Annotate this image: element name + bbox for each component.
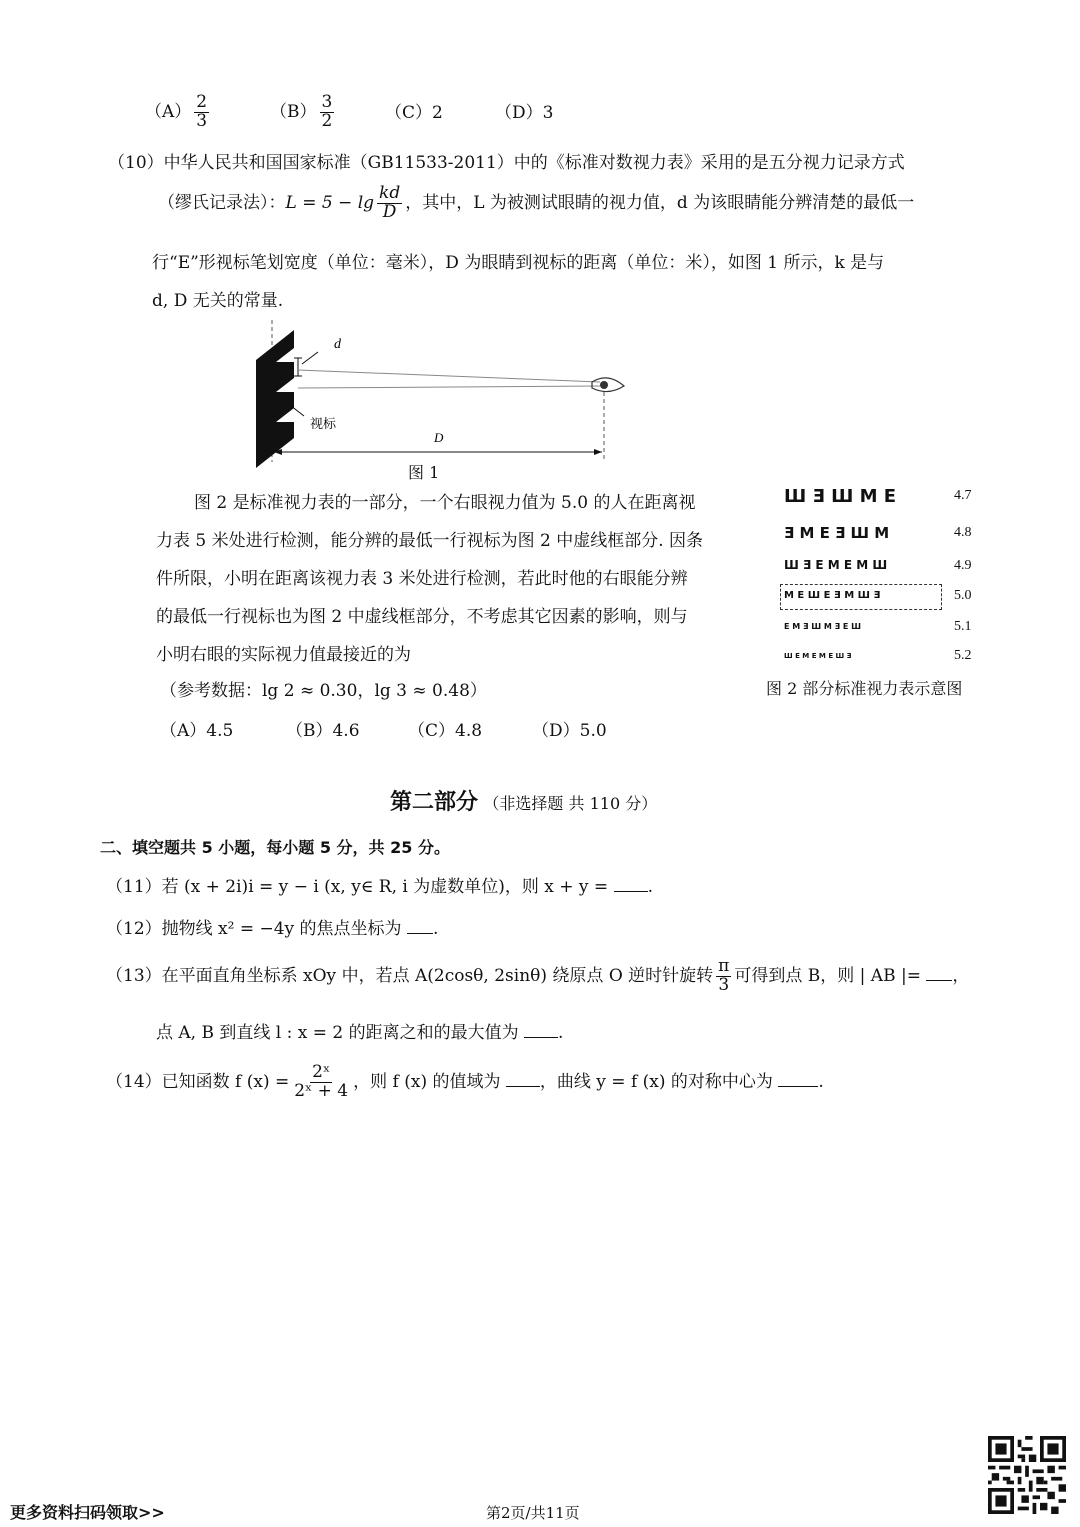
q11-end: .: [647, 877, 653, 897]
q13-line1-end: ，: [952, 965, 970, 986]
q10-formula-fraction: [377, 185, 402, 222]
q11-answer-blank[interactable]: [614, 877, 648, 892]
frac-num: π: [718, 956, 730, 976]
q9-b-fraction: [320, 94, 335, 131]
q13-line2-text: 点 A, B 到直线 l : x = 2 的距离之和的最大值为: [156, 1023, 519, 1043]
fig1-d-arrow: [302, 352, 318, 364]
q13-answer-blank-2[interactable]: [524, 1023, 558, 1038]
q10-line2: [158, 185, 914, 222]
q10-line4: d, D 无关的常量.: [152, 291, 284, 311]
q14-answer-blank-1[interactable]: [506, 1072, 540, 1087]
chart-row-letters: Ш E M E M E Ш Ǝ: [784, 652, 852, 660]
q10-line2-post: ，其中，L 为被测试眼睛的视力值，d 为该眼睛能分辨清楚的最低一: [405, 192, 915, 213]
chart-row-letters: Ǝ M E Ǝ Ш M: [784, 524, 890, 542]
figure-1: [240, 320, 640, 485]
q9-option-c: （C）2: [385, 103, 443, 123]
q10-line1: （10）中华人民共和国国家标准（GB11533-2011）中的《标准对数视力表》采用的是五分视力记录方式: [108, 153, 905, 173]
part2-title: 第二部分: [390, 790, 479, 815]
q9-option-a: [145, 94, 212, 131]
q10-reference: （参考数据：lg 2 ≈ 0.30，lg 3 ≈ 0.48）: [160, 681, 487, 701]
q14-end: .: [818, 1071, 824, 1092]
q12-end: .: [432, 919, 439, 939]
q14-fraction: [292, 1064, 350, 1101]
q14: [106, 1064, 824, 1101]
chart-row-letters: E M Ǝ Ш M Ǝ E Ш: [784, 622, 862, 631]
q10-formula-lhs: L = 5 − lg: [285, 192, 375, 213]
fig1-label-d: d: [334, 337, 341, 352]
section-heading: 二、填空题共 5 小题，每小题 5 分，共 25 分。: [100, 838, 450, 857]
fig1-label-target: 视标: [310, 417, 337, 432]
q14-mid2: ，曲线 y = f (x) 的对称中心为: [539, 1071, 773, 1092]
q13-line1-post: 可得到点 B，则 | AB |=: [734, 965, 921, 986]
q12: [106, 914, 438, 939]
chart-row-4-7: [784, 486, 1004, 506]
frac-num: kd: [379, 183, 401, 203]
chart-row-5-2: [784, 648, 1004, 672]
q13-line1: [106, 958, 969, 995]
q13-line2-end: .: [558, 1023, 564, 1043]
q14-answer-blank-2[interactable]: [778, 1072, 818, 1087]
q10-para-line: 力表 5 米处进行检测，能分辨的最低一行视标为图 2 中虚线框部分. 因条: [156, 531, 704, 551]
q9-option-d: （D）3: [495, 103, 554, 123]
q9-a-fraction: [194, 94, 209, 131]
frac-den: 2ˣ + 4: [294, 1080, 349, 1101]
q9-a-label: （A）: [145, 101, 192, 122]
q13-angle-fraction: [716, 958, 731, 995]
fig1-sight-line-top: [298, 370, 600, 382]
footer-page-number: 第2页/共11页: [486, 1504, 580, 1522]
q10-option-a: （A）4.5: [160, 721, 234, 741]
chart-row-letters: M E Ш E Ǝ M Ш Ǝ: [784, 590, 881, 601]
fig2-caption: 图 2 部分标准视力表示意图: [766, 679, 963, 698]
frac-num: 3: [321, 92, 333, 112]
part2-subtitle: （非选择题 共 110 分）: [483, 794, 658, 813]
q10-option-b: （B）4.6: [286, 721, 360, 741]
chart-row-5-0: [784, 590, 1004, 610]
chart-row-value: 5.2: [954, 648, 972, 663]
frac-den: 3: [196, 110, 208, 131]
frac-den: D: [382, 201, 397, 222]
frac-den: 3: [718, 974, 730, 995]
q10-para-line: 小明右眼的实际视力值最接近的为: [156, 645, 411, 665]
chart-row-value: 4.9: [954, 558, 972, 573]
chart-row-5-1: [784, 619, 1004, 642]
chart-row-value: 5.0: [954, 588, 972, 603]
q13-line2: [156, 1018, 563, 1043]
q10-line3: 行“E”形视标笔划宽度（单位：毫米），D 为眼睛到视标的距离（单位：米），如图 1 所示，k 是与: [152, 253, 885, 273]
q12-answer-blank[interactable]: [407, 919, 433, 934]
q10-line2-pre: （缪氏记录法）：: [158, 192, 286, 213]
chart-row-value: 5.1: [954, 619, 972, 634]
q10-para-line: 图 2 是标准视力表的一部分，一个右眼视力值为 5.0 的人在距离视: [194, 493, 696, 513]
fig1-label-D: D: [434, 430, 444, 445]
fig1-e-optotype: [256, 330, 294, 468]
footer-promo-link[interactable]: 更多资料扫码领取>>: [10, 1503, 165, 1522]
q9-option-b: [270, 94, 337, 131]
frac-num: 2: [196, 92, 208, 112]
q10-para-line: 件所限，小明在距离该视力表 3 米处进行检测，若此时他的右眼能分辨: [156, 569, 688, 589]
chart-row-4-8: [784, 524, 1004, 544]
chart-row-letters: Ш Ǝ E M E M Ш: [784, 558, 888, 572]
figure-2-vision-chart: [784, 486, 1004, 666]
chart-row-letters: Ш Ǝ Ш M E: [784, 486, 897, 507]
chart-row-value: 4.7: [954, 488, 972, 503]
q14-pre: （14）已知函数 f (x) =: [106, 1071, 290, 1092]
chart-row-4-9: [784, 558, 1004, 578]
eye-pupil: [600, 381, 608, 389]
eye-icon: [592, 378, 624, 392]
fig1-sight-line-bottom: [298, 386, 600, 388]
q10-option-d: （D）5.0: [532, 721, 607, 741]
q10-option-c: （C）4.8: [408, 721, 483, 741]
q9-b-label: （B）: [270, 101, 317, 122]
q12-text: （12）抛物线 x² = −4y 的焦点坐标为: [106, 919, 402, 939]
q11: [106, 872, 653, 897]
fig1-caption: 图 1: [408, 463, 440, 482]
q11-text: （11）若 (x + 2i)i = y − i (x, y∈ R, i 为虚数单位)，则 x + y =: [106, 877, 609, 897]
q13-answer-blank-1[interactable]: [926, 966, 952, 981]
part2-heading: [390, 785, 657, 816]
chart-row-value: 4.8: [954, 525, 972, 540]
frac-den: 2: [321, 110, 333, 131]
frac-num: 2ˣ: [312, 1062, 331, 1082]
q10-para-line: 的最低一行视标也为图 2 中虚线框部分，不考虑其它因素的影响，则与: [156, 607, 688, 627]
fig1-arrowhead: [594, 449, 602, 455]
q13-line1-pre: （13）在平面直角坐标系 xOy 中，若点 A(2cosθ, 2sinθ) 绕原点 O 逆时针旋转: [106, 965, 714, 986]
q14-mid: ，则 f (x) 的值域为: [353, 1071, 501, 1092]
qr-code-icon[interactable]: [988, 1436, 1066, 1514]
